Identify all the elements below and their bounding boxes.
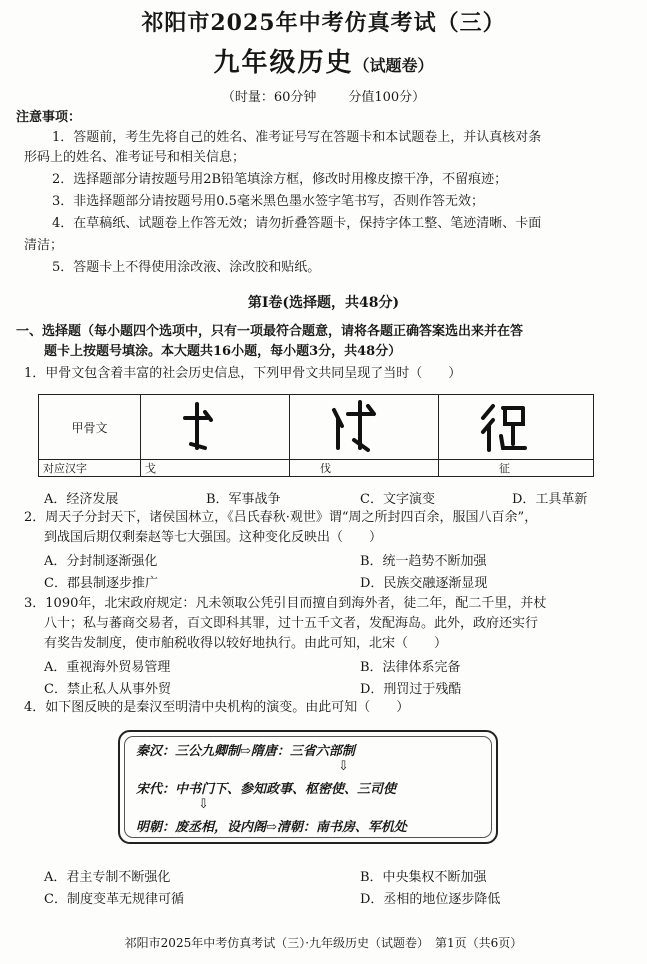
oracle-glyph-cell bbox=[290, 395, 439, 460]
modern-char: 戈 bbox=[141, 460, 290, 477]
subject-name: 九年级历史 bbox=[213, 48, 354, 78]
note-line: 2．选择题部分请按题号用2B铅笔填涂方框，修改时用橡皮擦干净，不留痕迹； bbox=[52, 172, 508, 187]
exam-title: 祁阳市2025年中考仿真考试（三） bbox=[141, 10, 506, 36]
option-a: A．经济发展 bbox=[44, 492, 119, 507]
oracle-bone-table bbox=[38, 394, 594, 477]
option-a: A．君主专制不断强化 bbox=[44, 870, 171, 885]
oracle-glyph-ge bbox=[145, 396, 285, 456]
exam-score: 分值100分） bbox=[348, 90, 426, 105]
part-instruction: 一、选择题（每小题四个选项中，只有一项最符合题意，请将各题正确答案选出来并在答 bbox=[16, 324, 524, 339]
diagram-line: 宋代：中书门下、参知政事、枢密使、三司使 bbox=[136, 782, 397, 797]
subject-note: （试题卷） bbox=[353, 56, 434, 75]
option-c: C．文字演变 bbox=[360, 492, 435, 507]
option-d: D．刑罚过于残酷 bbox=[360, 682, 462, 697]
question-stem: 到战国后期仅剩秦赵等七大强国。这种变化反映出（ ） bbox=[44, 530, 383, 545]
diagram-line: 明朝：废丞相，设内阁⇨清朝：南书房、军机处 bbox=[136, 820, 407, 835]
option-c: C．制度变革无规律可循 bbox=[44, 892, 184, 907]
option-b: B．法律体系完备 bbox=[360, 660, 461, 675]
option-b: B．军事战争 bbox=[206, 492, 281, 507]
diagram-line: 秦汉：三公九卿制⇨隋唐：三省六部制 bbox=[136, 744, 355, 759]
note-line: 清洁； bbox=[24, 238, 64, 253]
page-footer: 祁阳市2025年中考仿真考试（三）·九年级历史（试题卷） 第1页（共6页） bbox=[124, 936, 523, 950]
exam-time: （时量：60分钟 bbox=[221, 90, 317, 105]
option-a: A．重视海外贸易管理 bbox=[44, 660, 171, 675]
down-arrow-icon: ⇩ bbox=[198, 797, 209, 812]
modern-char: 征 bbox=[439, 460, 594, 477]
option-d: D．民族交融逐渐显现 bbox=[360, 576, 488, 591]
option-c: C．郡县制逐步推广 bbox=[44, 576, 158, 591]
question-stem: 有奖告发制度，使市舶税收得以较好地执行。由此可知，北宋（ ） bbox=[44, 636, 448, 651]
option-a: A．分封制逐渐强化 bbox=[44, 554, 158, 569]
oracle-glyph-fa bbox=[294, 396, 434, 456]
question-stem: 1．甲骨文包含着丰富的社会历史信息，下列甲骨文共同呈现了当时（ ） bbox=[24, 366, 462, 381]
note-line: 5．答题卡上不得使用涂改液、涂改胶和贴纸。 bbox=[52, 260, 321, 275]
note-line: 3．非选择题部分请按题号用0.5毫米黑色墨水签字笔书写，否则作答无效； bbox=[52, 194, 484, 209]
row-label: 对应汉字 bbox=[39, 460, 141, 477]
option-d: D．工具革新 bbox=[512, 492, 588, 507]
question-stem: 2．周天子分封天下，诸侯国林立，《吕氏春秋·观世》谓“周之所封四百余，服国八百余”， bbox=[24, 510, 538, 525]
question-stem: 八十；私与蕃商交易者，百文即科其罪，过十五千文者，发配海岛。此外，政府还实行 bbox=[44, 616, 539, 631]
note-line: 4．在草稿纸、试题卷上作答无效；请勿折叠答题卡，保持字体工整、笔迹清晰、卡面 bbox=[52, 216, 542, 231]
oracle-glyph-cell bbox=[141, 395, 290, 460]
institution-evolution-diagram bbox=[118, 730, 498, 844]
option-b: B．中央集权不断加强 bbox=[360, 870, 487, 885]
oracle-glyph-zheng bbox=[443, 396, 589, 456]
oracle-glyph-cell bbox=[439, 395, 594, 460]
option-b: B．统一趋势不断加强 bbox=[360, 554, 487, 569]
note-line: 1．答题前，考生先将自己的姓名、准考证号写在答题卡和本试题卷上，并认真核对条 bbox=[52, 130, 542, 145]
modern-char: 伐 bbox=[290, 460, 439, 477]
subject-title bbox=[0, 42, 647, 79]
notes-heading: 注意事项： bbox=[16, 110, 82, 125]
part-instruction: 题卡上按题号填涂。本大题共16小题，每小题3分，共48分） bbox=[44, 344, 402, 359]
question-stem: 4．如下图反映的是秦汉至明清中央机构的演变。由此可知（ ） bbox=[24, 700, 410, 715]
note-line: 形码上的姓名、准考证号和相关信息； bbox=[24, 150, 246, 165]
option-c: C．禁止私人从事外贸 bbox=[44, 682, 171, 697]
row-label: 甲骨文 bbox=[39, 395, 141, 460]
down-arrow-icon: ⇩ bbox=[338, 759, 349, 774]
question-stem: 3．1090年，北宋政府规定：凡未领取公凭引目而擅自到海外者，徒二年，配二千里，并杖 bbox=[24, 596, 547, 611]
exam-meta bbox=[0, 86, 647, 105]
option-d: D．丞相的地位逐步降低 bbox=[360, 892, 501, 907]
section-heading: 第Ⅰ卷(选择题，共48分) bbox=[247, 295, 400, 311]
